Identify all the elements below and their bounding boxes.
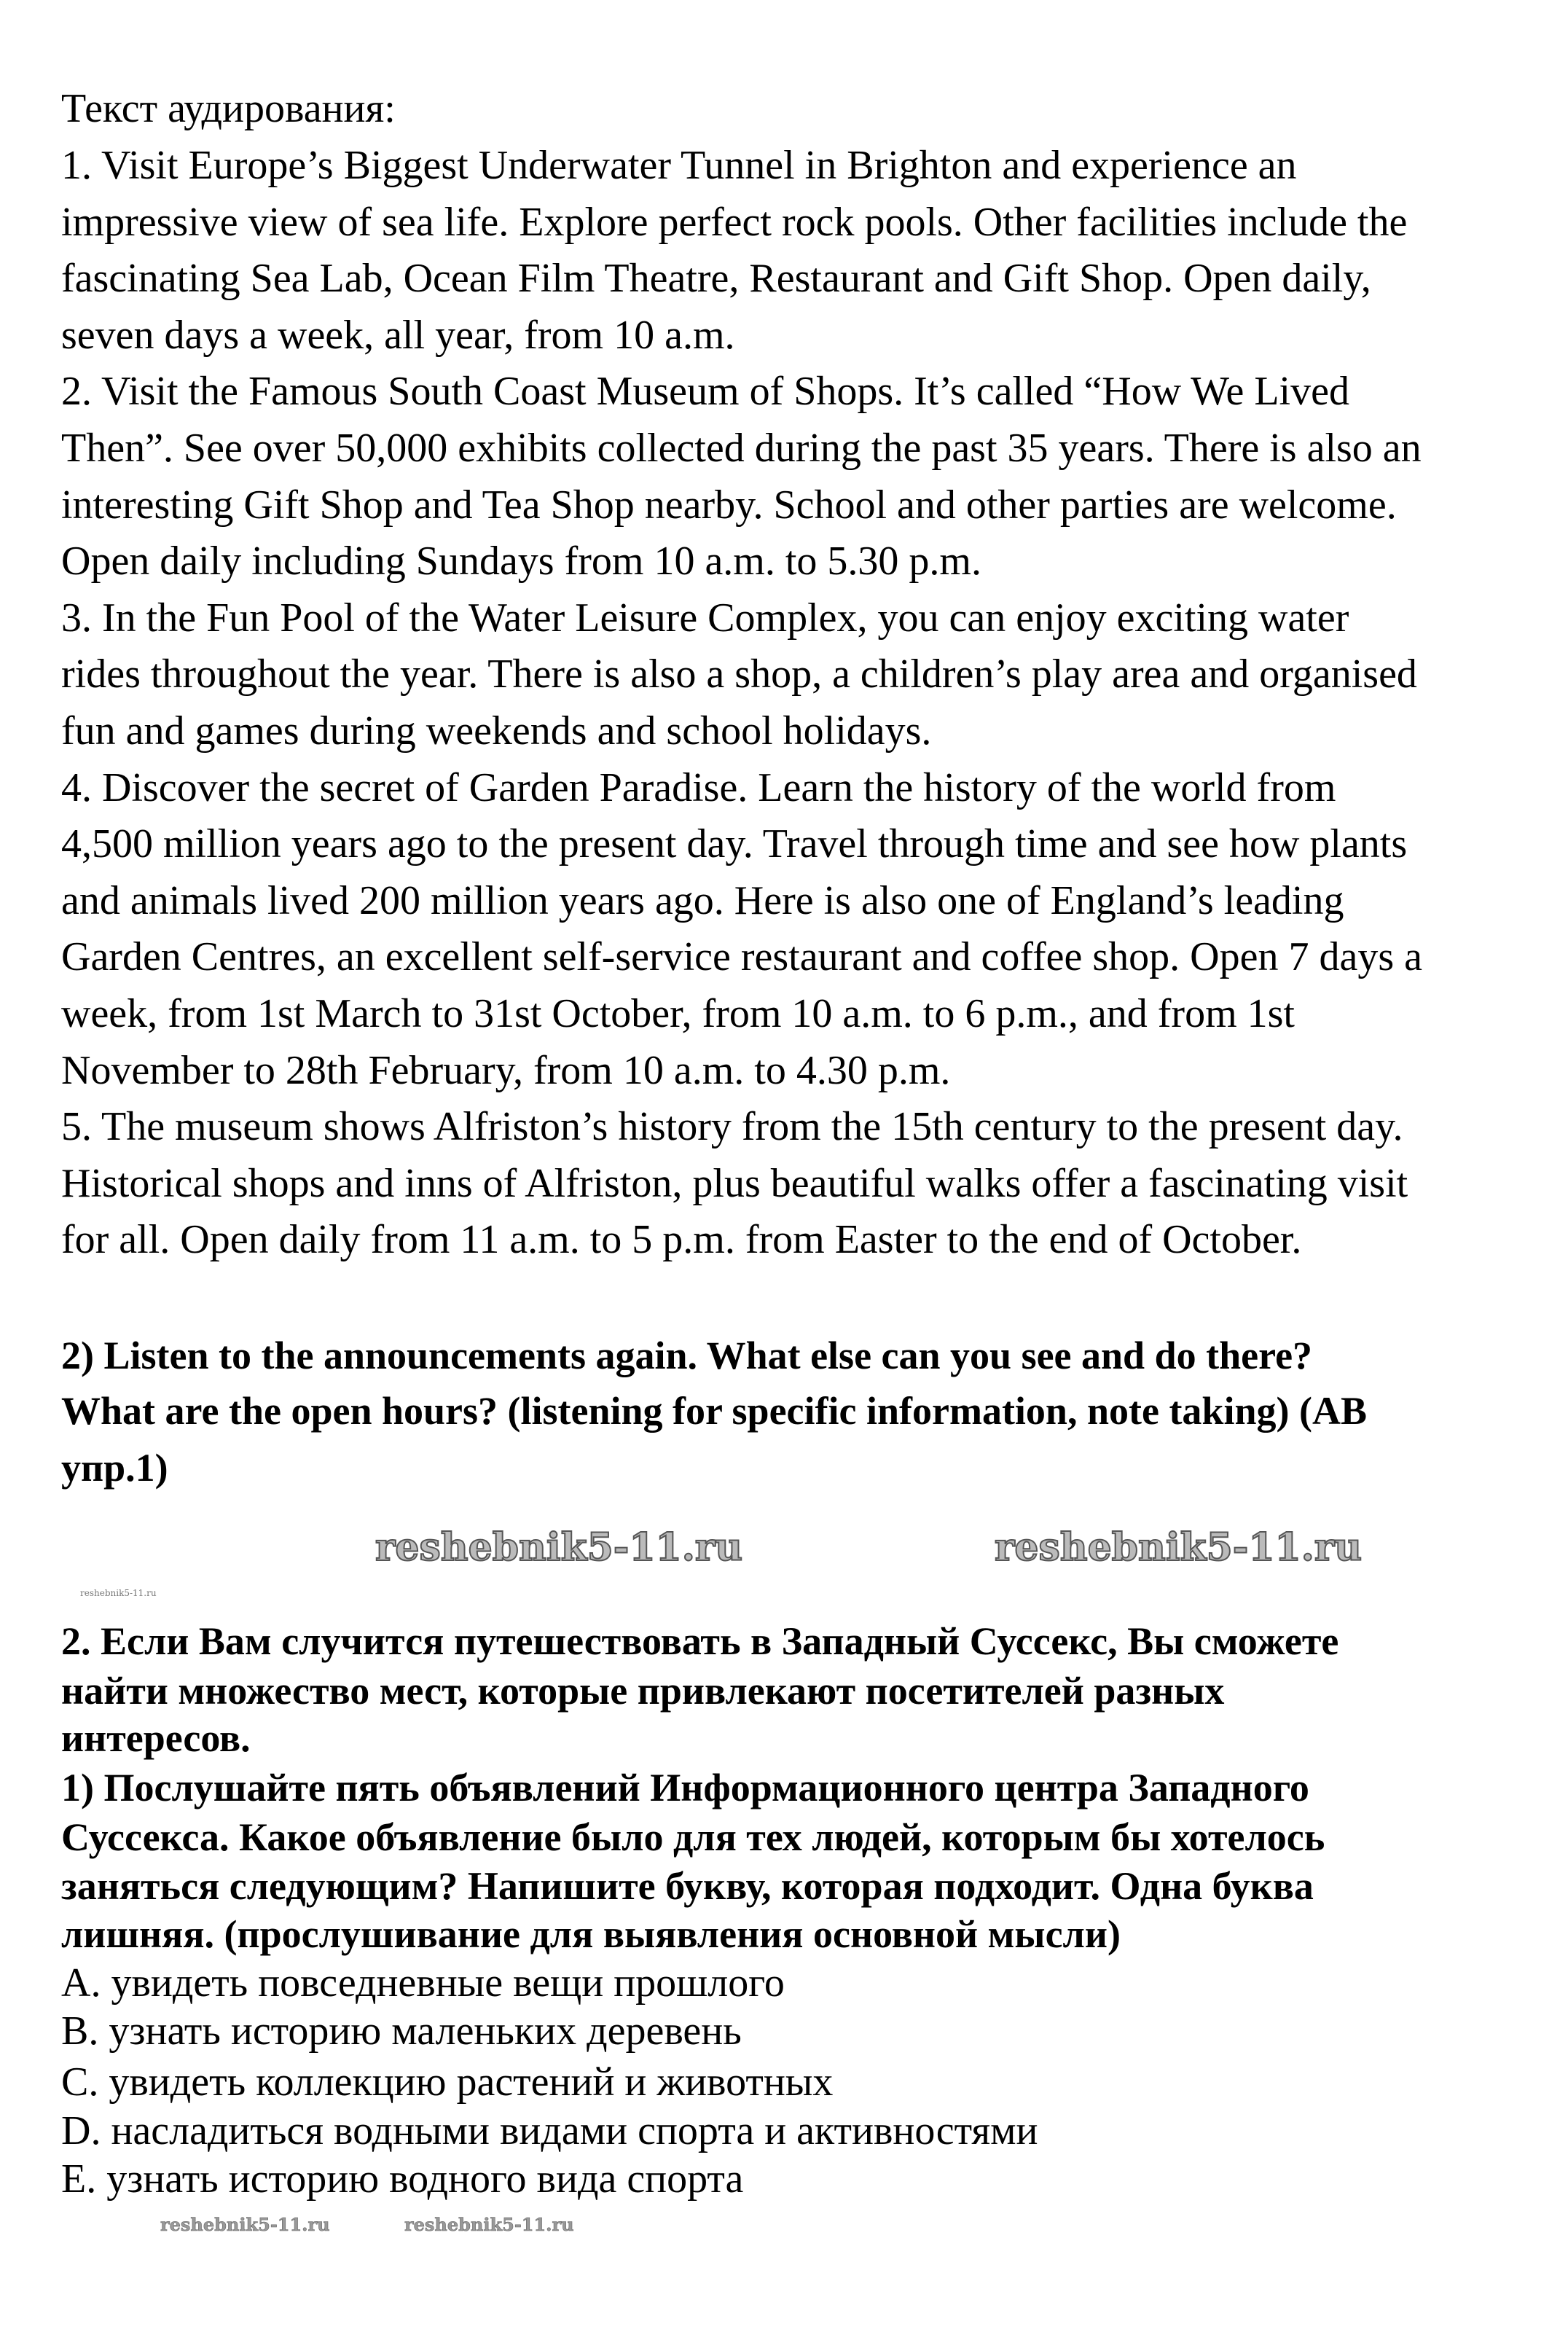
transcript-line: 3. In the Fun Pool of the Water Leisure Complex, you can enjoy exciting water [61, 595, 1349, 641]
answer-option: D. насладиться водными видами спорта и активностями [61, 2108, 1038, 2153]
transcript-line: Historical shops and inns of Alfriston, plus beautiful walks offer a fascinating visit [61, 1160, 1408, 1206]
transcript-line: interesting Gift Shop and Tea Shop nearby. School and other parties are welcome. [61, 482, 1397, 528]
answer-option: C. увидеть коллекцию растений и животных [61, 2059, 834, 2105]
task-heading-line: 2) Listen to the announcements again. What else can you see and do there? [61, 1334, 1313, 1377]
transcript-line: 5. The museum shows Alfriston’s history from the 15th century to the present day. [61, 1104, 1403, 1150]
transcript-line: 4,500 million years ago to the present day. Travel through time and see how plants [61, 821, 1408, 867]
answer-option: A. увидеть повседневные вещи прошлого [61, 1960, 785, 2006]
task-instruction-line: 2. Если Вам случится путешествовать в Западный Суссекс, Вы сможете [61, 1619, 1339, 1663]
watermark: reshebnik5-11.ru [160, 2214, 330, 2235]
transcript-line: rides throughout the year. There is also a shop, a children’s play area and organised [61, 652, 1417, 697]
watermark: reshebnik5-11.ru [375, 1525, 743, 1570]
task-instruction-line: заняться следующим? Напишите букву, которая подходит. Одна буква [61, 1864, 1314, 1908]
task-instruction-line: 1) Послушайте пять объявлений Информационного центра Западного [61, 1766, 1309, 1809]
transcript-heading: Текст аудирования: [61, 86, 396, 131]
transcript-line: 2. Visit the Famous South Coast Museum of Shops. It’s called “How We Lived [61, 369, 1349, 415]
task-instruction-line: Суссекса. Какое объявление было для тех людей, которым бы хотелось [61, 1815, 1325, 1859]
transcript-line: November to 28th February, from 10 a.m. to 4.30 p.m. [61, 1047, 951, 1093]
answer-option: B. узнать историю маленьких деревень [61, 2008, 742, 2054]
task-instruction-line: найти множество мест, которые привлекают посетителей разных [61, 1669, 1225, 1713]
transcript-line: for all. Open daily from 11 a.m. to 5 p.m. from Easter to the end of October. [61, 1217, 1302, 1263]
transcript-line: fun and games during weekends and school holidays. [61, 708, 932, 754]
task-instruction-line: интересов. [61, 1716, 251, 1760]
transcript-line: Then”. See over 50,000 exhibits collected during the past 35 years. There is also an [61, 426, 1422, 471]
task-heading-line: What are the open hours? (listening for specific information, note taking) (AB [61, 1389, 1367, 1433]
transcript-line: Open daily including Sundays from 10 a.m. to 5.30 p.m. [61, 539, 981, 584]
transcript-line: and animals lived 200 million years ago. Here is also one of England’s leading [61, 877, 1344, 923]
transcript-line: 1. Visit Europe’s Biggest Underwater Tunnel in Brighton and experience an [61, 143, 1297, 188]
transcript-line: impressive view of sea life. Explore perfect rock pools. Other facilities include the [61, 199, 1408, 245]
watermark: reshebnik5-11.ru [995, 1525, 1363, 1570]
watermark: reshebnik5-11.ru [404, 2214, 574, 2235]
answer-option: E. узнать историю водного вида спорта [61, 2156, 744, 2202]
transcript-line: seven days a week, all year, from 10 a.m. [61, 312, 735, 358]
watermark: reshebnik5-11.ru [80, 1588, 157, 1598]
transcript-line: week, from 1st March to 31st October, from 10 a.m. to 6 p.m., and from 1st [61, 991, 1295, 1036]
task-heading-line: упр.1) [61, 1446, 168, 1490]
transcript-line: Garden Centres, an excellent self-service restaurant and coffee shop. Open 7 days a [61, 934, 1422, 980]
task-instruction-line: лишняя. (прослушивание для выявления основной мысли) [61, 1912, 1121, 1956]
transcript-line: 4. Discover the secret of Garden Paradise. Learn the history of the world from [61, 764, 1336, 810]
transcript-line: fascinating Sea Lab, Ocean Film Theatre, Restaurant and Gift Shop. Open daily, [61, 256, 1371, 302]
